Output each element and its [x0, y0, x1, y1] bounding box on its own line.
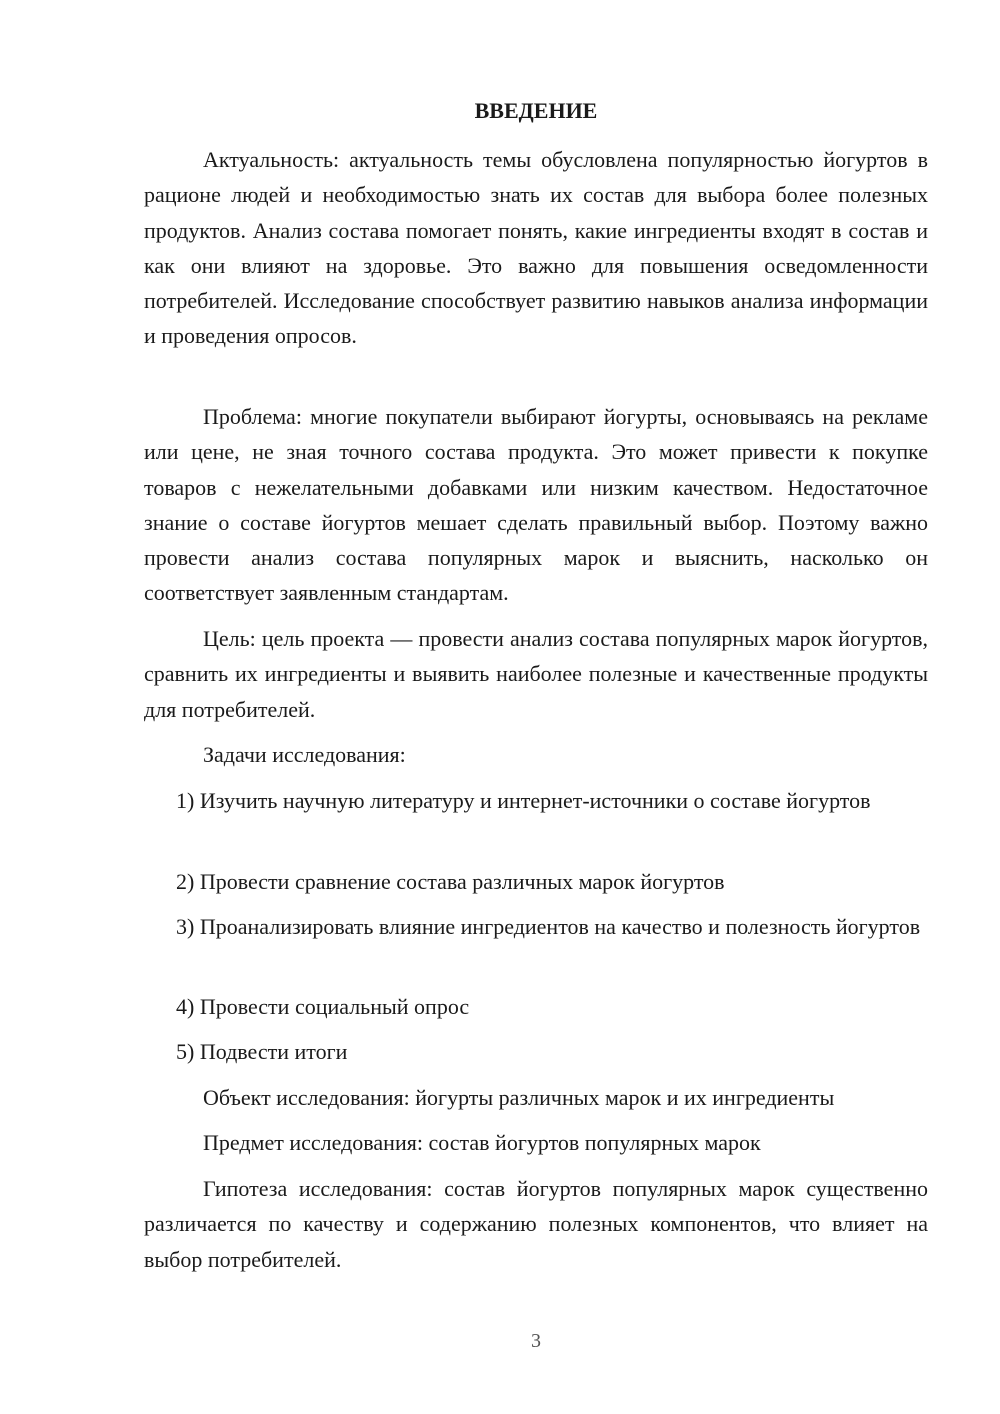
page-number: 3 [531, 1330, 541, 1352]
page-title: ВВЕДЕНИЕ [474, 98, 598, 123]
task-item-4: 4) Провести социальный опрос [176, 994, 470, 1019]
tasks-heading: Задачи исследования: [203, 742, 406, 767]
task-item-2: 2) Провести сравнение состава различных марок йогуртов [176, 869, 725, 894]
task-item-1: 1) Изучить научную литературу и интернет-источники о составе йогуртов [176, 788, 871, 813]
object-paragraph: Объект исследования: йогурты различных марок и их ингредиенты [203, 1085, 835, 1110]
task-item-5: 5) Подвести итоги [176, 1039, 348, 1064]
relevance-paragraph: Актуальность: актуальность темы обусловлена популярностью йогуртов в рационе людей и необходимостью знать их состав для выбора более полезных продуктов. Анализ состава помогает понять, какие ингредиенты входят в состав и как они влияют на здоровье. Это важно для повышения осведомленности потребителей. Исследование способствует развитию навыков анализа информации и проведения опросов. [144, 147, 928, 349]
goal-paragraph: Цель: цель проекта — провести анализ состава популярных марок йогуртов, сравнить их ингредиенты и выявить наиболее полезные и качественные продукты для потребителей. [144, 626, 928, 722]
task-item-3: 3) Проанализировать влияние ингредиентов на качество и полезность йогуртов [176, 914, 921, 939]
subject-paragraph: Предмет исследования: состав йогуртов популярных марок [203, 1130, 761, 1155]
hypothesis-paragraph: Гипотеза исследования: состав йогуртов популярных марок существенно различается по качеству и содержанию полезных компонентов, что влияет на выбор потребителей. [144, 1176, 928, 1272]
problem-paragraph: Проблема: многие покупатели выбирают йогурты, основываясь на рекламе или цене, не зная точного состава продукта. Это может привести к покупке товаров с нежелательными добавками или низким качеством. Недостаточное знание о составе йогуртов мешает сделать правильный выбор. Поэтому важно провести анализ состава популярных марок и выяснить, насколько он соответствует заявленным стандартам. [144, 404, 928, 606]
